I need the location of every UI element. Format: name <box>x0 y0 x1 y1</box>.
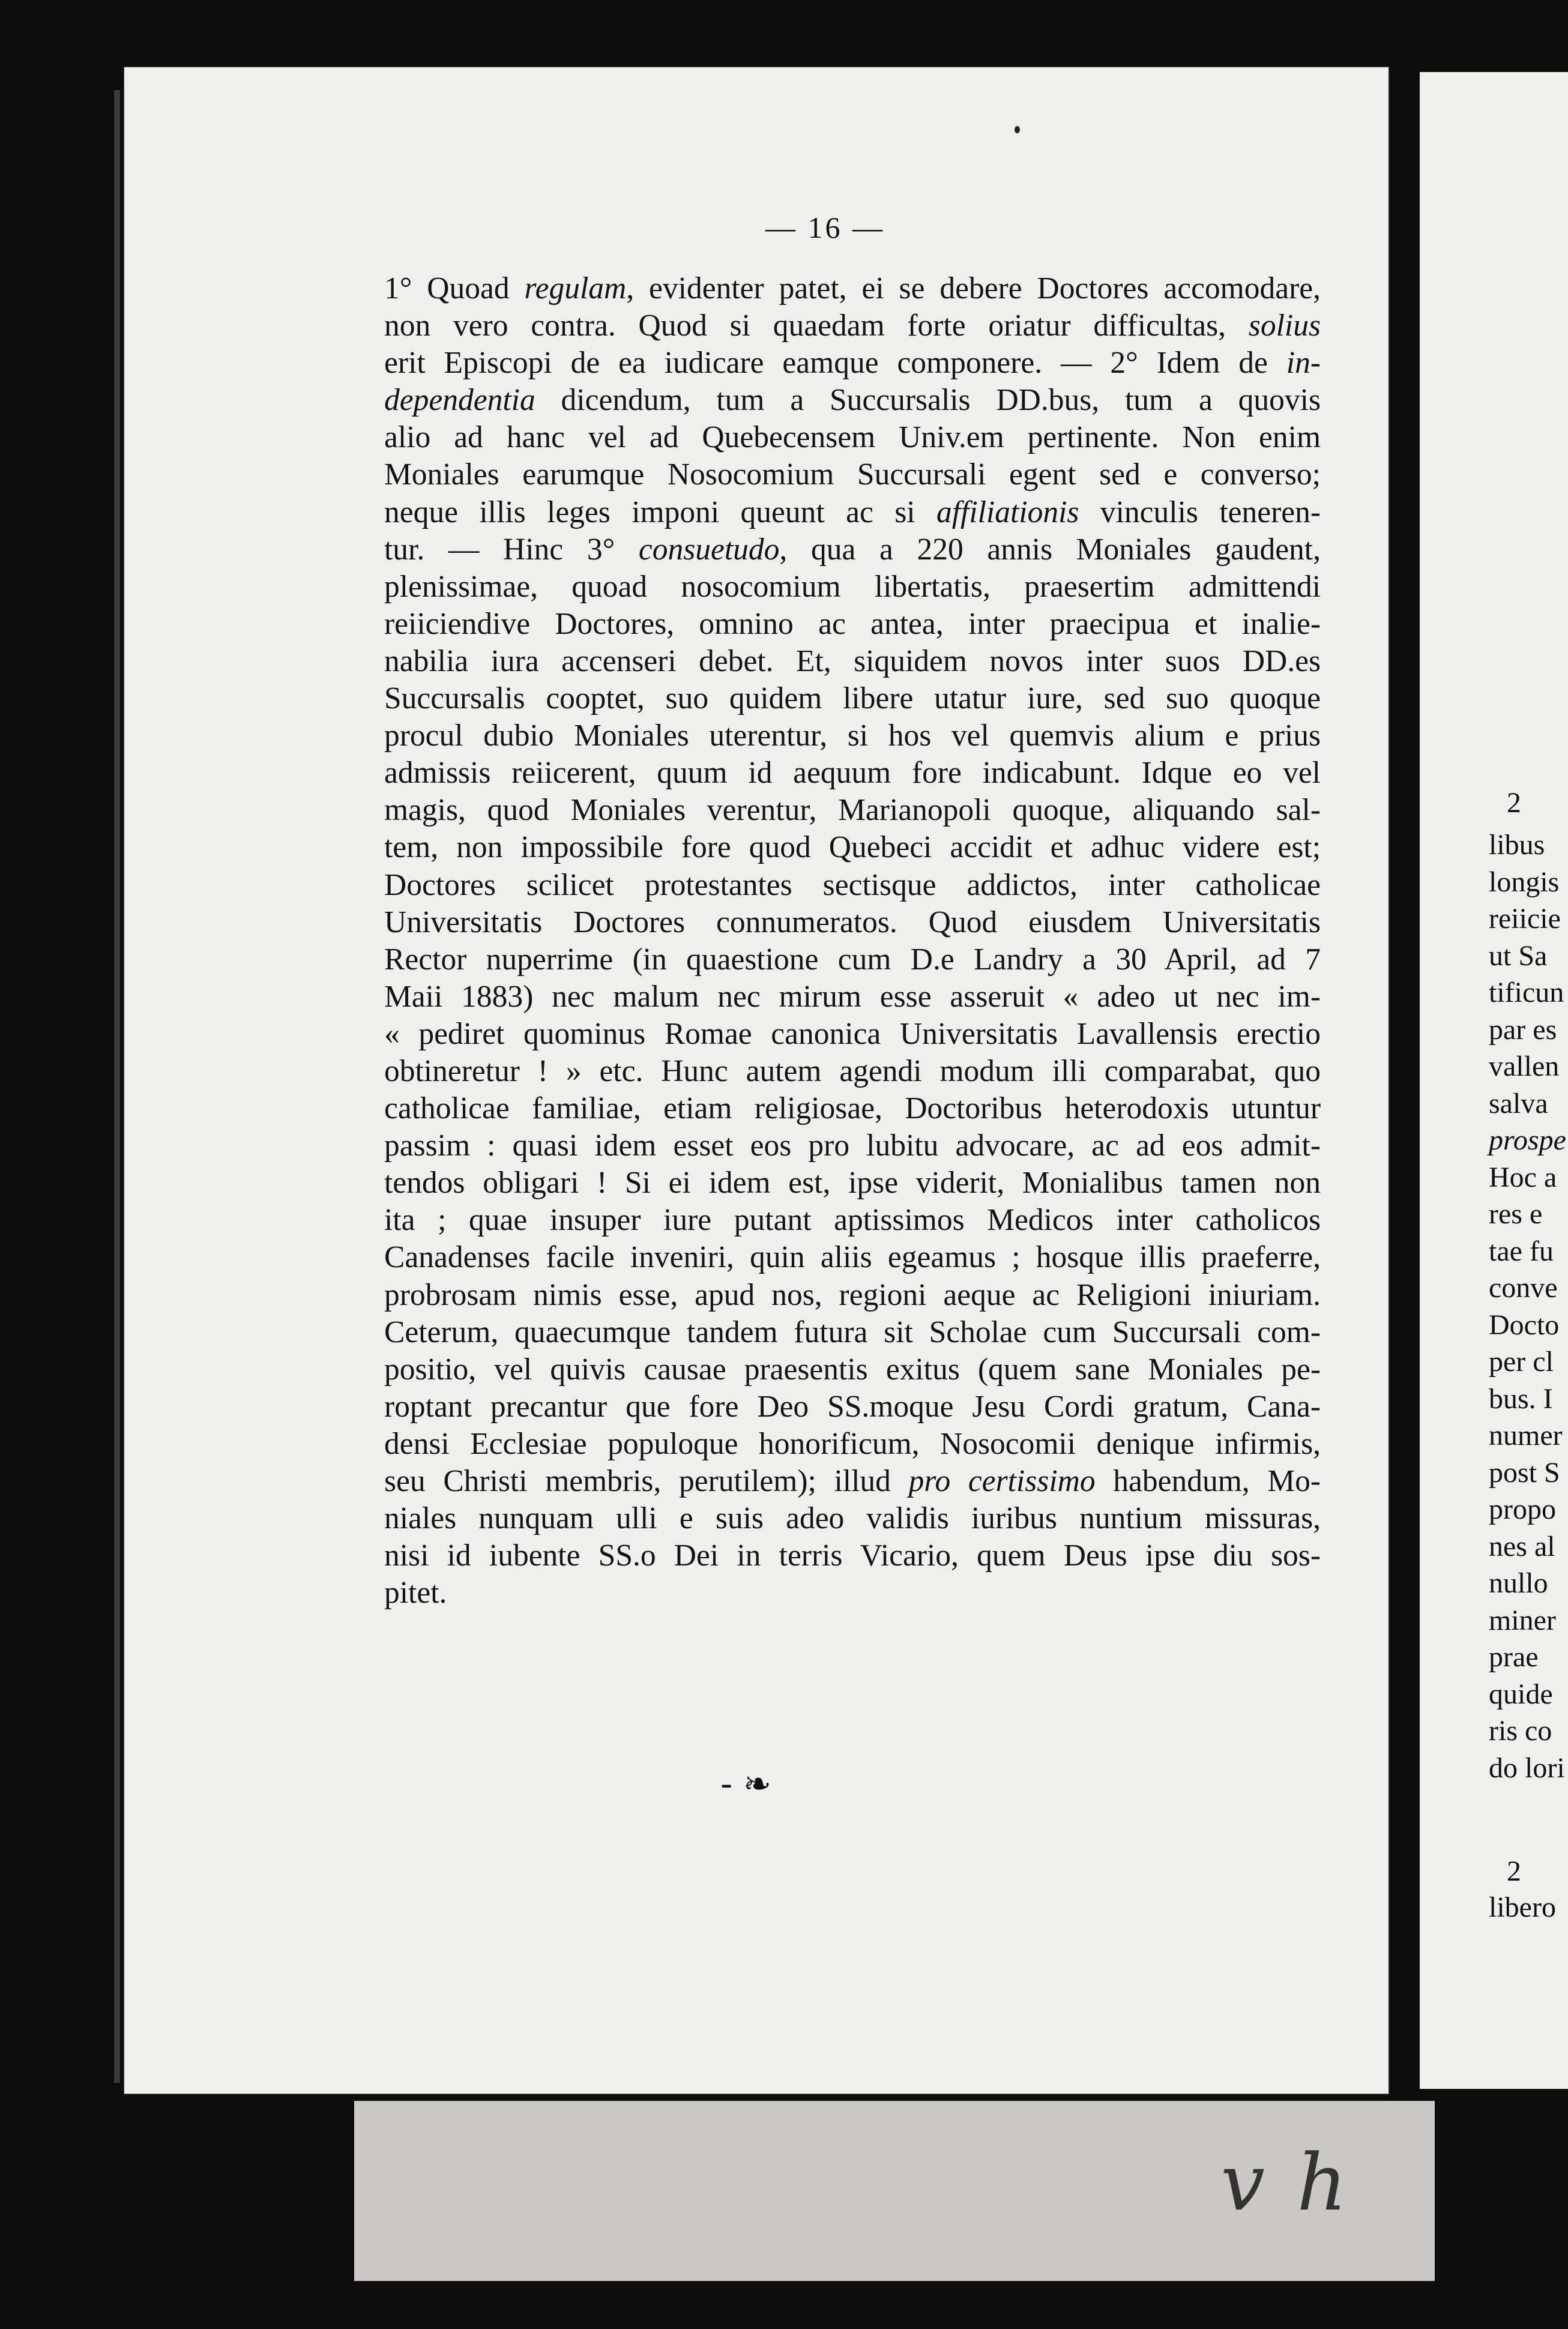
facing-page-line: tificun <box>1489 977 1564 1008</box>
facing-page-line: numer <box>1489 1420 1563 1451</box>
facing-page-line: per cl <box>1489 1346 1554 1378</box>
facing-page-line: miner <box>1489 1604 1556 1636</box>
text-line: Canadenses facile inveniri, quin aliis egeamus ; hosque illis praeferre, <box>384 1240 1321 1275</box>
text-line: obtineretur ! » etc. Hunc autem agendi modum illi comparabat, quo <box>384 1053 1321 1088</box>
text-line: admissis reiicerent, quum id aequum fore indicabunt. Idque eo vel <box>384 756 1321 791</box>
facing-page-line: Hoc a <box>1489 1161 1557 1193</box>
facing-page-line: ris co <box>1489 1715 1552 1747</box>
italic-term: regulam <box>524 271 627 306</box>
facing-page-line: reiicie <box>1489 903 1561 935</box>
facing-page-line: longis <box>1489 866 1560 898</box>
facing-page-line: prae <box>1489 1641 1539 1673</box>
text-line: Rector nuperrime (in quaestione cum D.e Landry a 30 April, ad 7 <box>384 942 1321 977</box>
facing-page-line: bus. I <box>1489 1382 1553 1415</box>
text-line: reiiciendive Doctores, omnino ac antea, inter praecipua et inalie- <box>384 606 1321 641</box>
text-line: 1° Quoad regulam, evidenter patet, ei se debere Doctores accomodare, <box>384 271 1321 306</box>
italic-term: affiliationis <box>936 495 1079 529</box>
text-line: procul dubio Moniales uterentur, si hos vel quemvis alium e prius <box>384 719 1321 753</box>
facing-page-line: do lori <box>1489 1752 1565 1784</box>
text-line: ita ; quae insuper iure putant aptissimos Medicos inter catholicos <box>384 1203 1321 1238</box>
facing-page-line: post S <box>1489 1456 1560 1489</box>
text-line: roptant precantur que fore Deo SS.moque Jesu Cordi gratum, Cana- <box>384 1389 1321 1424</box>
facing-page-line: 2 <box>1507 787 1521 819</box>
facing-page-line: nullo <box>1489 1567 1548 1599</box>
ornament-icon: - ❧ <box>720 1765 771 1804</box>
facing-page-line: quide <box>1489 1678 1553 1710</box>
text-line: non vero contra. Quod si quaedam forte oriatur difficultas, solius <box>384 309 1321 343</box>
text-line: plenissimae, quoad nosocomium libertatis, praesertim admittendi <box>384 569 1321 604</box>
text-line: Ceterum, quaecumque tandem futura sit Scholae cum Succursali com- <box>384 1315 1321 1349</box>
text-line: passim : quasi idem esset eos pro lubitu advocare, ac ad eos admit- <box>384 1128 1321 1163</box>
text-line: Maii 1883) nec malum nec mirum esse asseruit « adeo ut nec im- <box>384 979 1321 1014</box>
underpage-handwriting: v h <box>1220 2137 1351 2228</box>
text-line: Doctores scilicet protestantes sectisque addictos, inter catholicae <box>384 867 1321 902</box>
facing-page-line: res e <box>1489 1198 1543 1230</box>
facing-page-line: propo <box>1489 1493 1556 1525</box>
facing-page-line: par es <box>1489 1013 1557 1046</box>
italic-term: in- <box>1286 346 1321 381</box>
facing-page-line: vallen <box>1489 1050 1560 1082</box>
facing-page-line: 2 <box>1507 1855 1521 1887</box>
text-line: neque illis leges imponi queunt ac si affiliationis vinculis teneren- <box>384 495 1321 529</box>
text-line: tur. — Hinc 3° consuetudo, qua a 220 annis Moniales gaudent, <box>384 532 1321 567</box>
text-line: magis, quod Moniales verentur, Marianopoli quoque, aliquando sal- <box>384 793 1321 828</box>
paper-speck <box>1015 126 1020 133</box>
text-line: probrosam nimis esse, apud nos, regioni aeque ac Religioni iniuriam. <box>384 1277 1321 1312</box>
binding-edge <box>114 90 120 2083</box>
body-text <box>384 270 1321 1612</box>
text-line: densi Ecclesiae populoque honorificum, Nosocomii denique infirmis, <box>384 1426 1321 1461</box>
text-line: alio ad hanc vel ad Quebecensem Univ.em pertinente. Non enim <box>384 420 1321 455</box>
facing-page-line: libero <box>1489 1891 1556 1923</box>
facing-page-line: libus <box>1489 829 1545 861</box>
facing-page-line: nes al <box>1489 1530 1555 1562</box>
text-line: nisi id iubente SS.o Dei in terris Vicario, quem Deus ipse diu sos- <box>384 1538 1321 1573</box>
page-number: — 16 — <box>765 211 885 244</box>
text-line: niales nunquam ulli e suis adeo validis iuribus nuntium missuras, <box>384 1501 1321 1536</box>
italic-term: pro certissimo <box>908 1464 1096 1498</box>
text-line: pitet. <box>384 1576 447 1610</box>
text-line: dependentia dicendum, tum a Succursalis DD.bus, tum a quovis <box>384 383 1321 418</box>
text-line: Moniales earumque Nosocomium Succursali egent sed e converso; <box>384 457 1321 492</box>
text-line: positio, vel quivis causae praesentis exitus (quem sane Moniales pe- <box>384 1352 1321 1387</box>
text-line: « pediret quominus Romae canonica Universitatis Lavallensis erectio <box>384 1016 1321 1051</box>
text-line: Universitatis Doctores connumeratos. Quod eiusdem Universitatis <box>384 905 1321 939</box>
text-line: nabilia iura accenseri debet. Et, siquidem novos inter suos DD.es <box>384 643 1321 678</box>
text-line: Succursalis cooptet, suo quidem libere utatur iure, sed suo quoque <box>384 681 1321 716</box>
text-line: seu Christi membris, perutilem); illud pro certissimo habendum, Mo- <box>384 1464 1321 1498</box>
facing-page-text <box>1420 72 1568 2089</box>
text-line: erit Episcopi de ea iudicare eamque componere. — 2° Idem de in- <box>384 346 1321 381</box>
facing-page-line: prospe <box>1489 1124 1566 1156</box>
facing-page-line: salva <box>1489 1087 1548 1119</box>
text-line: tem, non impossibile fore quod Quebeci accidit et adhuc videre est; <box>384 830 1321 865</box>
facing-page-line: ut Sa <box>1489 939 1548 972</box>
underlying-sheet <box>354 2101 1435 2281</box>
italic-term: solius <box>1248 309 1321 343</box>
text-line: tendos obligari ! Si ei idem est, ipse viderit, Monialibus tamen non <box>384 1166 1321 1201</box>
facing-page-line: conve <box>1489 1272 1558 1304</box>
text-line: catholicae familiae, etiam religiosae, Doctoribus heterodoxis utuntur <box>384 1091 1321 1126</box>
facing-page-line: tae fu <box>1489 1235 1554 1267</box>
italic-term: consuetudo <box>638 532 780 567</box>
facing-page-line: Docto <box>1489 1309 1560 1341</box>
italic-term: dependentia <box>384 383 535 418</box>
